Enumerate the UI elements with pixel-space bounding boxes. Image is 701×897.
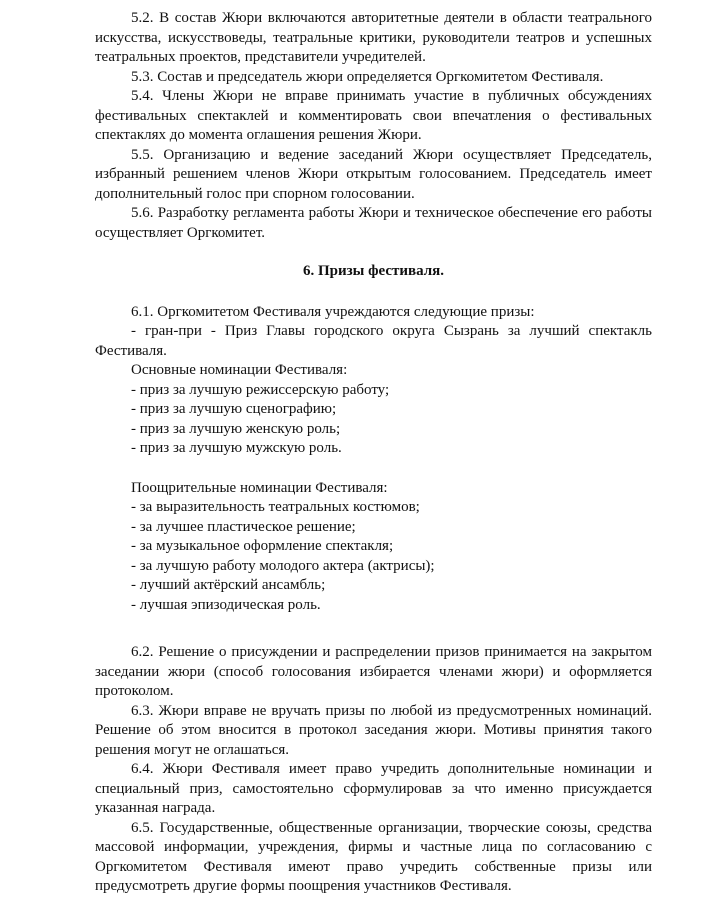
list-item: - лучший актёрский ансамбль; [131,577,326,593]
main-nominations-title: Основные номинации Фестиваля: [131,362,348,378]
paragraph-6-5: 6.5. Государственные, общественные организации, творческие союзы, средства массовой информации, учреждения, фирмы и частные лица по согласованию с Оргкомитетом Фестиваля имеют право учредить собственные призы или предусмотреть другие формы поощрения участников Фестиваля. [95,819,652,894]
spacer [95,635,652,643]
list-item: - за лучшее пластическое решение; [131,518,356,535]
paragraph-5-6: 5.6. Разработку регламента работы Жюри и техническое обеспечение его работы осуществляет Оргкомитет. [95,205,652,241]
encouraging-nominations-title: Поощрительные номинации Фестиваля: [131,479,388,496]
document-body [95,9,652,897]
paragraph-5-3: 5.3. Состав и председатель жюри определяется Оргкомитетом Фестиваля. [131,68,604,85]
paragraph-5-2: 5.2. В состав Жюри включаются авторитетные деятели в области театрального искусства, искусствоведы, театральные критики, руководители театров и успешных театральных проектов, представители учредителей. [95,10,652,65]
spacer [95,459,652,479]
paragraph-5-4: 5.4. Члены Жюри не вправе принимать участие в публичных обсуждениях фестивальных спектаклей и комментировать свои впечатления о фестивальных спектаклях до момента оглашения решения Жюри. [95,88,652,143]
paragraph-6-3: 6.3. Жюри вправе не вручать призы по любой из предусмотренных номинаций. Решение об этом вносится в протокол заседания жюри. Мотивы принятия такого решения могут не оглашаться. [95,702,652,758]
grand-prix-item: - гран-при - Приз Главы городского округа Сызрань за лучший спектакль Фестиваля. [95,323,652,359]
list-item: - приз за лучшую женскую роль; [131,420,341,437]
list-item: - приз за лучшую режиссерскую работу; [131,381,390,398]
paragraph-6-2: 6.2. Решение о присуждении и распределении призов принимается на закрытом заседании жюри (способ голосования избирается членами жюри) и оформляется протоколом. [95,644,652,699]
paragraph-6-4: 6.4. Жюри Фестиваля имеет право учредить дополнительные номинации и специальный приз, самостоятельно сформулировав за что именно присуждается указанная награда. [95,761,652,816]
encouraging-nominations-list [95,498,652,615]
list-item: - лучшая эпизодическая роль. [131,596,321,613]
list-item: - за лучшую работу молодого актера (актрисы); [131,557,435,574]
spacer [95,615,652,635]
list-item: - приз за лучшую мужскую роль. [131,440,342,456]
list-item: - за музыкальное оформление спектакля; [131,538,394,554]
main-nominations-list [95,381,652,459]
paragraph-6-1: 6.1. Оргкомитетом Фестиваля учреждаются следующие призы: [131,303,535,320]
paragraph-5-5: 5.5. Организацию и ведение заседаний Жюри осуществляет Председатель, избранный решением членов Жюри открытым голосованием. Председатель имеет дополнительный голос при спорном голосовании. [95,146,652,202]
list-item: - за выразительность театральных костюмов; [131,499,420,515]
list-item: - приз за лучшую сценографию; [131,401,337,417]
section-6-heading: 6. Призы фестиваля. [302,263,445,279]
